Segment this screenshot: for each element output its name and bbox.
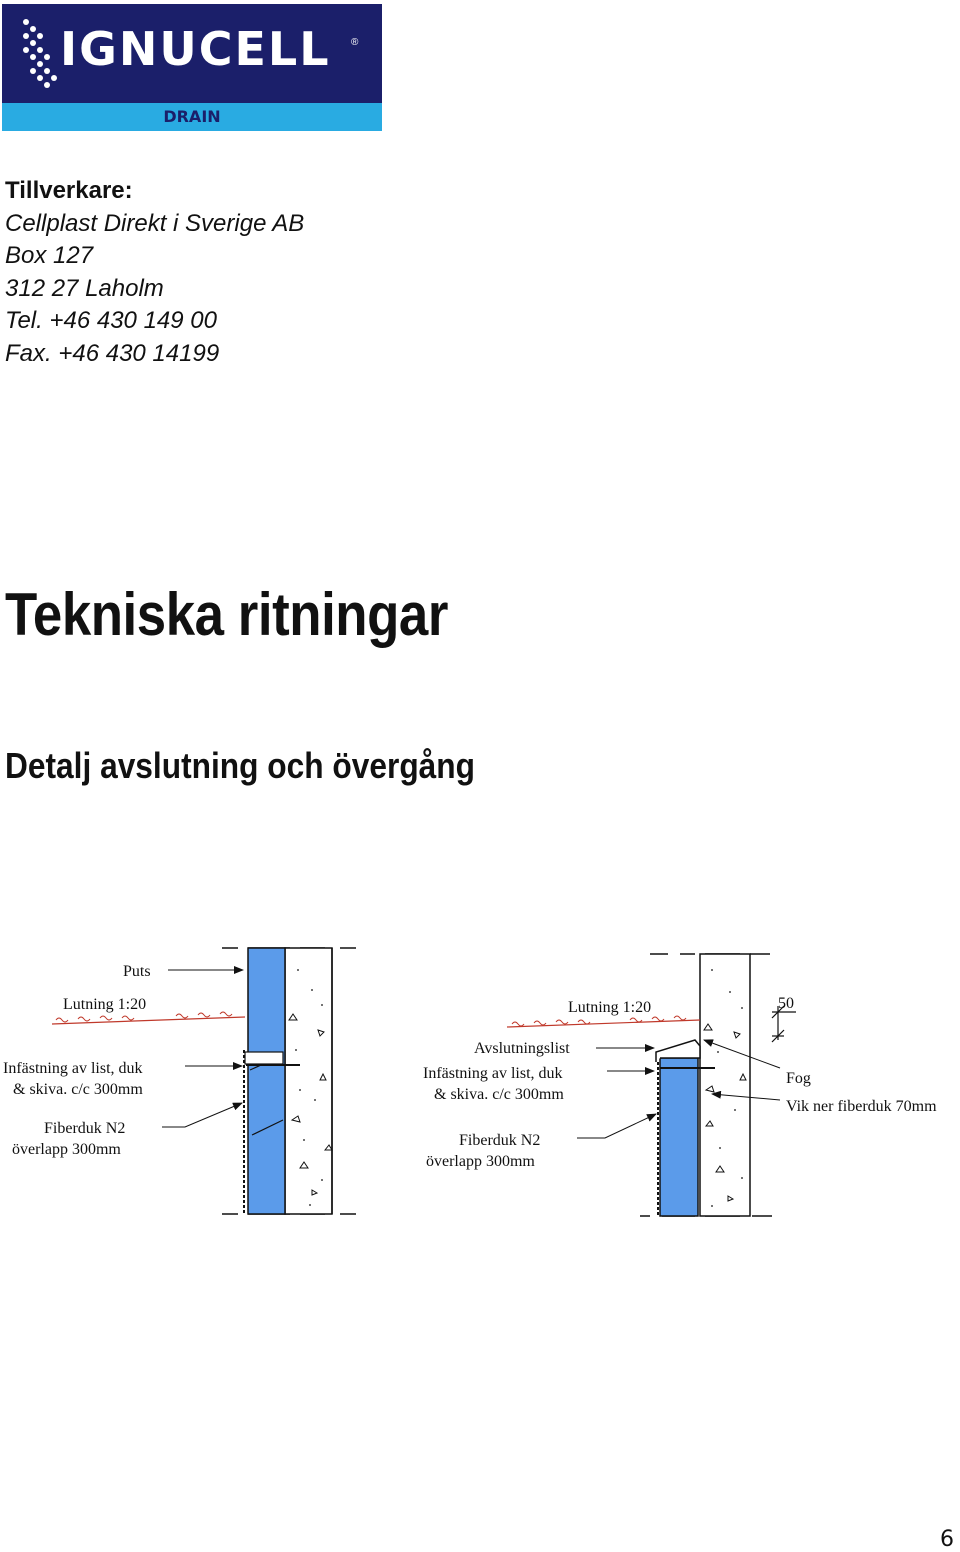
label-vik-ner: Vik ner fiberduk 70mm: [786, 1098, 937, 1115]
label-lutning-right: Lutning 1:20: [568, 999, 652, 1016]
technical-drawings: [0, 940, 960, 1230]
label-infastning-left-2: & skiva. c/c 300mm: [13, 1081, 143, 1098]
page-subtitle: Detalj avslutning och övergång: [5, 745, 476, 786]
telephone: Tel. +46 430 149 00: [5, 307, 217, 334]
label-fiberduk-left-2: överlapp 300mm: [12, 1141, 121, 1158]
logo-dots-icon: [20, 16, 60, 96]
right-concrete-wall: [700, 954, 750, 1216]
label-lutning-left: Lutning 1:20: [63, 996, 147, 1013]
label-fiberduk-right-1: Fiberduk N2: [459, 1132, 541, 1149]
page-number: 6: [940, 1527, 954, 1552]
drawing-right-detail: [423, 954, 937, 1216]
label-infastning-right-2: & skiva. c/c 300mm: [434, 1086, 564, 1103]
manufacturer-heading: Tillverkare:: [5, 177, 133, 204]
company-name: Cellplast Direkt i Sverige AB: [5, 209, 305, 237]
right-insulation-board: [660, 1058, 698, 1216]
right-render-marks: [512, 1016, 686, 1026]
label-infastning-right-1: Infästning av list, duk: [423, 1065, 563, 1082]
label-fiberduk-left-1: Fiberduk N2: [44, 1120, 126, 1137]
postal-box: Box 127: [5, 242, 94, 269]
fax: Fax. +46 430 14199: [5, 339, 220, 367]
label-dimension-50: 50: [778, 995, 794, 1012]
label-infastning-left-1: Infästning av list, duk: [3, 1060, 143, 1077]
left-insulation-board: [248, 948, 285, 1214]
left-concrete-wall: [285, 948, 332, 1214]
logo-product-text: DRAIN: [163, 107, 221, 126]
ignucell-drain-logo: [2, 4, 382, 131]
drawing-left-detail: [3, 948, 356, 1214]
label-avslutningslist: Avslutningslist: [474, 1040, 570, 1057]
label-puts: Puts: [123, 963, 151, 980]
registered-mark: ®: [351, 37, 359, 48]
label-fog: Fog: [786, 1070, 811, 1087]
page-title: Tekniska ritningar: [5, 581, 448, 648]
manufacturer-info: [5, 175, 304, 370]
postal-city: 312 27 Laholm: [5, 274, 164, 302]
label-fiberduk-right-2: överlapp 300mm: [426, 1153, 535, 1170]
termination-strip: [656, 1040, 700, 1062]
logo-brand-text: IGNUCELL: [60, 22, 331, 76]
